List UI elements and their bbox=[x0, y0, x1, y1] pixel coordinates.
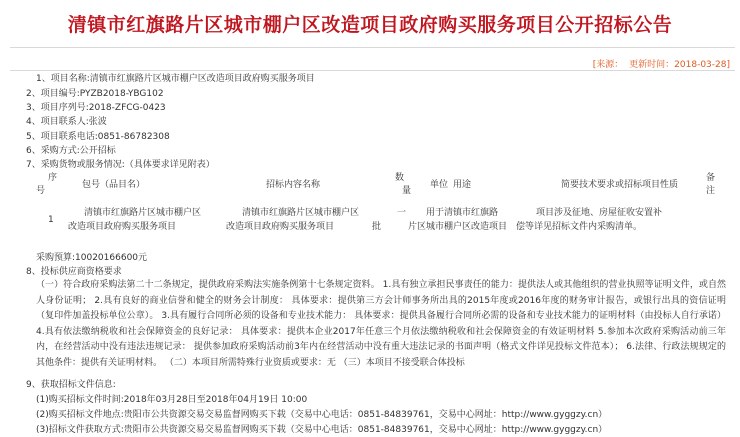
header-seq-top: 序 bbox=[48, 173, 58, 183]
row-content-line1: 清镇市红旗路片区城市棚户区 bbox=[242, 208, 360, 218]
source-label: [来源： bbox=[592, 60, 624, 70]
row-unit: 批 bbox=[372, 222, 382, 232]
row-package-line1: 清镇市红旗路片区城市棚户区 bbox=[84, 208, 202, 218]
header-seq-bottom: 号 bbox=[36, 186, 46, 196]
header-qty-top: 数 bbox=[395, 173, 405, 183]
header-remarks-top: 备 bbox=[706, 173, 716, 183]
row-seq: 1 bbox=[48, 215, 54, 225]
item-project-number: 2、项目编号:PYZB2018-YBG102 bbox=[26, 89, 164, 99]
section-9-heading: 9、获取招标文件信息: bbox=[26, 380, 116, 390]
row-usage-line1: 用于清镇市红旗路 bbox=[426, 208, 499, 218]
item-procurement-goods: 7、采购货物或服务情况:（具体要求详见附表） bbox=[26, 160, 215, 170]
header-unit: 单位 bbox=[430, 180, 449, 190]
update-time: 2018-03-28] bbox=[674, 60, 730, 70]
header-remarks-bottom: 注 bbox=[706, 186, 716, 196]
purchase-time: (1)购买招标文件时间:2018年03月28日至2018年04月19日 10:00 bbox=[36, 395, 308, 405]
header-package: 包号（品目名） bbox=[82, 180, 146, 190]
item-project-name: 1、项目名称:清镇市红旗路片区城市棚户区改造项目政府购买服务项目 bbox=[36, 74, 315, 84]
item-procurement-method: 6、采购方式:公开招标 bbox=[26, 146, 116, 156]
header-usage: 用途 bbox=[453, 180, 472, 190]
row-usage-line2: 片区城市棚户区改造项目 bbox=[408, 222, 508, 232]
header-content: 招标内容名称 bbox=[266, 180, 321, 190]
acquisition-method: (3)招标文件获取方式:贵阳市公共资源交易交易监督网购买下载（交易中心电话：0851-84839761，交易中心网址：http://www.gyggzy.cn） bbox=[36, 425, 608, 435]
meta-info bbox=[590, 57, 730, 70]
row-qty: 一 bbox=[397, 208, 407, 218]
procurement-budget: 采购预算:10020166600元 bbox=[36, 253, 148, 263]
item-contact-person: 4、项目联系人:张波 bbox=[26, 117, 107, 127]
row-package-line2: 改造项目政府购买服务项目 bbox=[68, 222, 177, 232]
row-requirements-line2: 偿等详见招标文件内采购清单。 bbox=[516, 222, 643, 232]
header-requirements: 简要技术要求或招标项目性质 bbox=[561, 180, 679, 190]
row-requirements-line1: 项目涉及征地、房屋征收安置补 bbox=[536, 208, 663, 218]
section-8-heading: 8、投标供应商资格要求 bbox=[26, 267, 122, 277]
page-title: 清镇市红旗路片区城市棚户区改造项目政府购买服务项目公开招标公告 bbox=[67, 14, 673, 36]
qualification-requirements: （一）符合政府采购法第二十二条规定，提供政府采购法实施条例第十七条规定资料。 1.具有独立承担民事责任的能力：提供法人或其他组织的营业执照等证明文件，或自然人身份证明； 2.具有良好的商业信誉和健全的财务会计制度： 具体要求：提供第三方会计师事务所出具的2015年度或2016年度的财务审计报告，或银行出具的资信证明（复印件加盖投标单位公章）。 3.具有履行合同所必须的设备和专业技术能力： 具体要求：提供具备履行合同所必需的设备和专业技术能力的证明材料（由投标人自行承诺） 4.具有依法缴纳税收和社会保障资金的良好记录： 具体要求：提供本企业2017年任意三个月依法缴纳税收和社会保障资金的有效证明材料 5.参加本次政府采购活动前三年内，在经营活动中没有违法违规记录： 提供参加政府采购活动前3年内在经营活动中没有重大违法记录的书面声明（格式文件详见投标文件范本）； 6.法律、行政法规规定的其他条件：提供有关证明材料。 （二）本项目所需特殊行业资质或要求：无 （三）本项目不接受联合体投标 bbox=[36, 280, 726, 368]
purchase-location: (2)购买招标文件地点:贵阳市公共资源交易交易监督网购买下载（交易中心电话：0851-84839761，交易中心网址：http://www.gyggzy.cn） bbox=[36, 410, 608, 420]
title-divider bbox=[10, 47, 735, 48]
item-serial-number: 3、项目序列号:2018-ZFCG-0423 bbox=[26, 103, 166, 113]
row-content-line2: 改造项目政府购买服务项目 bbox=[226, 222, 335, 232]
update-label: 更新时间： bbox=[629, 60, 675, 70]
header-qty-bottom: 量 bbox=[402, 186, 412, 196]
item-contact-phone: 5、项目联系电话:0851-86782308 bbox=[26, 132, 170, 142]
